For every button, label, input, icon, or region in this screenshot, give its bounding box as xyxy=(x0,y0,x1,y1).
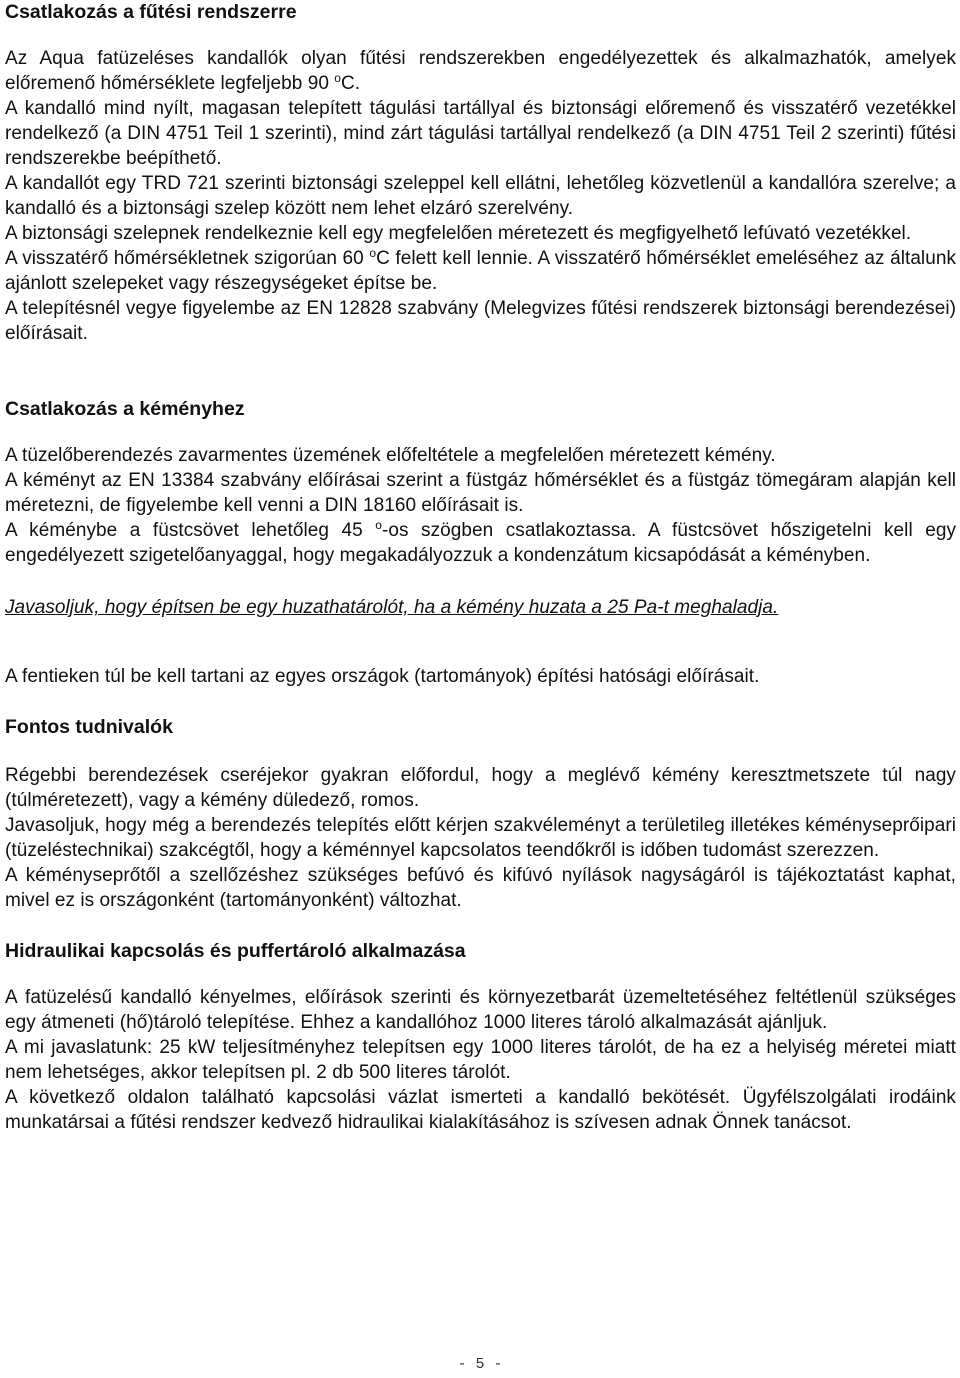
heading-heating-connection: Csatlakozás a fűtési rendszerre xyxy=(5,1,297,23)
page-number: - 5 - xyxy=(457,1356,503,1373)
paragraph-din-4751: A kandalló mind nyílt, magasan telepített tágulási tartállyal és biztonsági előremenő és visszatérő vezetékkel rendelkező (a DIN 4751 Teil 1 szerinti), mind zárt tágulási tartállyal rendelkező (a DIN 4751 Teil 2 szerinti) fűtési rendszerekbe beépíthető. xyxy=(5,98,956,169)
heading-hydraulic-buffer: Hidraulikai kapcsolás és puffertároló alkalmazása xyxy=(5,940,466,962)
paragraph-flue-pipe: A kéménybe a füstcsövet lehetőleg 45 $^o$-os szögben csatlakoztassa. A füstcsövet hőszigetelni kell egy engedélyezett szigetelőanyaggal, hogy megakadályozzuk a kondenzátum kicsapódását a kéményben. xyxy=(5,518,957,566)
paragraph-chimney-prerequisite: A tüzelőberendezés zavarmentes üzemének előfeltétele a megfelelően méretezett kémény. xyxy=(5,445,776,466)
paragraph-our-recommendation: A mi javaslatunk: 25 kW teljesítményhez telepítsen egy 1000 literes tárolót, de ha ez a helyiség méretei miatt nem lehetséges, akkor telepítsen pl. 2 db 500 literes tárolót. xyxy=(5,1037,956,1083)
paragraph-en-12828: A telepítésnél vegye figyelembe az EN 12828 szabvány (Melegvizes fűtési rendszerek biztonsági berendezései) előírásait. xyxy=(5,298,956,344)
paragraph-buffer-storage: A fatüzelésű kandalló kényelmes, előírások szerinti és környezetbarát üzemeltetéséhez feltétlenül szükséges egy átmeneti (hő)tároló telepítése. Ehhez a kandallóhoz 1000 literes tároló alkalmazását ajánljuk. xyxy=(5,987,956,1033)
heading-important-notes: Fontos tudnivalók xyxy=(5,716,173,738)
paragraph-safety-valve: A kandallót egy TRD 721 szerinti biztonsági szeleppel kell ellátni, lehetőleg közvetlenül a kandallóra szerelve; a kandalló és a biztonsági szelep között nem lehet elzáró szerelvény. xyxy=(5,173,956,219)
paragraph-building-regulations: A fentieken túl be kell tartani az egyes országok (tartományok) építési hatósági előírásait. xyxy=(5,666,760,687)
paragraph-connection-diagram: A következő oldalon található kapcsolási vázlat ismerteti a kandalló bekötését. Ügyfélszolgálati irodáink munkatársai a fűtési rendszer kedvező hidraulikai kialakításához is szívesen adnak Önnek tanácsot. xyxy=(5,1087,956,1133)
paragraph-return-temperature: A visszatérő hőmérsékletnek szigorúan 60 $^o$C felett kell lennie. A visszatérő hőmérséklet emeléséhez az általunk ajánlott szelepeket vagy részegységeket építse be. xyxy=(5,246,956,294)
paragraph-ventilation-openings: A kéményseprőtől a szellőzéshez szükséges befúvó és kifúvó nyílások nagyságáról is tájékoztatást kaphat, mivel ez is országonként (tartományonként) változhat. xyxy=(5,865,956,911)
paragraph-en-13384: A kéményt az EN 13384 szabvány előírásai szerint a füstgáz hőmérséklet és a füstgáz tömegáram alapján kell méretezni, de figyelembe kell venni a DIN 18160 előírásait is. xyxy=(5,470,956,516)
document-page xyxy=(5,0,956,1135)
paragraph-expert-opinion: Javasoljuk, hogy még a berendezés telepítés előtt kérjen szakvéleményt a területileg illetékes kéményseprőipari (tüzeléstechnikai) szakcégtől, hogy a kéménnyel kapcsolatos teendőkről is időben tudomást szerezzen. xyxy=(5,815,956,861)
heading-chimney-connection: Csatlakozás a kéményhez xyxy=(5,398,245,420)
paragraph-old-chimney: Régebbi berendezések cseréjekor gyakran előfordul, hogy a meglévő kémény keresztmetszete túl nagy (túlméretezett), vagy a kémény düledező, romos. xyxy=(5,765,956,811)
paragraph-draft-limiter-recommendation: Javasoljuk, hogy építsen be egy huzathatárolót, ha a kémény huzata a 25 Pa-t meghaladja. xyxy=(5,597,779,618)
paragraph-blowoff-line: A biztonsági szelepnek rendelkeznie kell egy megfelelően méretezett és megfigyelhető lefúvató vezetékkel. xyxy=(5,223,912,244)
paragraph-approved-systems: Az Aqua fatüzeléses kandallók olyan fűtési rendszerekben engedélyezettek és alkalmazhatók, amelyek előremenő hőmérséklete legfeljebb 90 $^o$C. xyxy=(5,48,956,94)
